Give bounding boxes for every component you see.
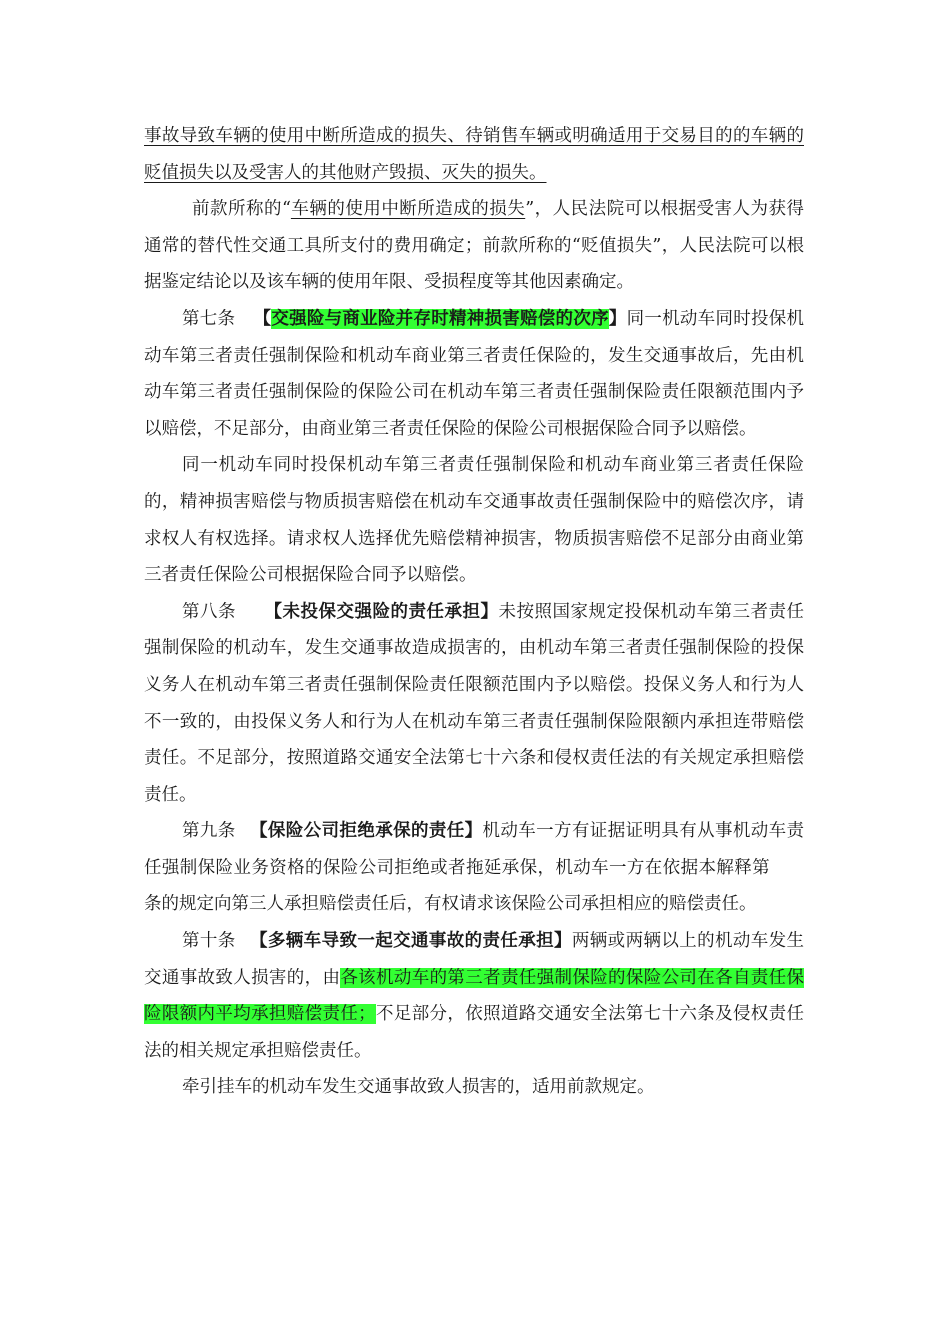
article-8-heading: 【未投保交强险的责任承担】 [264,601,499,622]
article-9-number: 第九条 [182,821,236,842]
explanation-paragraph [144,191,804,301]
article-10-heading: 【多辆车导致一起交通事故的责任承担】 [249,931,572,952]
explanation-underlined-term: 车辆的使用中断所造成的损失 [290,199,526,220]
article-10-second-paragraph [144,1069,804,1106]
article-10-para2: 牵引挂车的机动车发生交通事故致人损害的，适用前款规定。 [182,1077,655,1098]
article-7-number: 第七条 [182,308,236,329]
article-10-number: 第十条 [182,931,236,952]
article-7-title: 交强险与商业险并存时精神损害赔偿的次序 [271,308,609,329]
article-10-highlighted: 各该机动车的第三者责任强制保险的保险公司在各自责任保险限额内平均承担赔偿责任； [144,967,805,1025]
continued-paragraph [144,118,804,191]
article-9-heading: 【保险公司拒绝承保的责任】 [249,821,483,842]
article-7-body: 同一机动车同时投保机动车第三者责任强制保险和机动车商业第三者责任保险的，发生交通事故后，先由机动车第三者责任强制保险的保险公司在机动车第三者责任强制保险责任限额范围内予以赔偿，不足部分，由商业第三者责任保险的保险公司根据保险合同予以赔偿。 [144,308,805,439]
article-8-number: 第八条 [182,601,236,622]
explanation-prefix: 前款所称的“ [192,199,291,220]
article-7-open-bracket: 【 [253,308,272,329]
article-9-paragraph [144,813,804,923]
article-10-body-part1: 两辆或两辆以上的机动车发生交通事故致人损害的，由 [144,931,805,988]
document-body [144,118,804,1106]
article-8-body: 未按照国家规定投保机动车第三者责任强制保险的机动车，发生交通事故造成损害的，由机动车第三者责任强制保险的投保义务人在机动车第三者责任强制保险责任限额范围内予以赔偿。投保义务人和行为人不一致的，由投保义务人和行为人在机动车第三者责任强制保险限额内承担连带赔偿责任。不足部分，按照道路交通安全法第七十六条和侵权责任法的有关规定承担赔偿责任。 [144,601,804,805]
article-8-paragraph [144,594,804,814]
article-10-paragraph [144,923,804,1069]
underlined-continued-text: 事故导致车辆的使用中断所造成的损失、待销售车辆或明确适用于交易目的的车辆的贬值损失以及受害人的其他财产毁损、灭失的损失。 [144,126,804,183]
article-7-para2: 同一机动车同时投保机动车第三者责任强制保险和机动车商业第三者责任保险的，精神损害赔偿与物质损害赔偿在机动车交通事故责任强制保险中的赔偿次序，请求权人有权选择。请求权人选择优先赔偿精神损害，物质损害赔偿不足部分由商业第三者责任保险公司根据保险合同予以赔偿。 [144,455,804,586]
article-9-body-part1: 机动车一方有证据证明具有从事机动车责任强制保险业务资格的保险公司拒绝或者拖延承保，机动车一方在依据本解释第 [144,821,805,878]
article-7-paragraph [144,301,804,447]
article-9-body-part2: 条的规定向第三人承担赔偿责任后，有权请求该保险公司承担相应的赔偿责任。 [144,894,757,915]
article-10-body-part2: 不足部分，依照道路交通安全法第七十六条及侵权责任法的相关规定承担赔偿责任。 [144,1004,805,1061]
article-7-close-bracket: 】 [608,308,627,329]
article-7-second-paragraph [144,447,804,593]
explanation-rest: ”，人民法院可以根据受害人为获得通常的替代性交通工具所支付的费用确定；前款所称的“贬值损失”，人民法院可以根据鉴定结论以及该车辆的使用年限、受损程度等其他因素确定。 [144,199,805,293]
